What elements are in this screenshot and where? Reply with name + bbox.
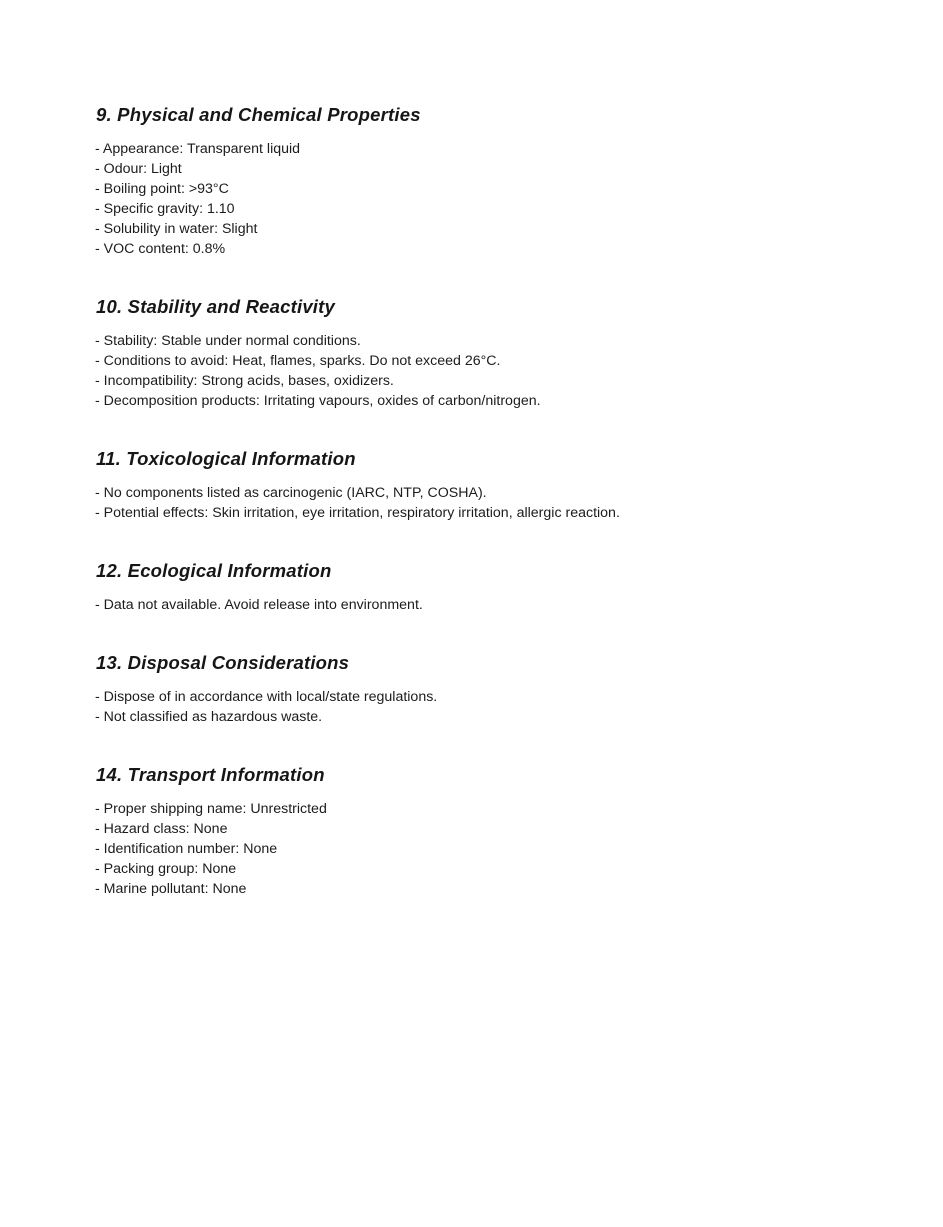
section-ecological-information <box>95 559 883 615</box>
section-stability-and-reactivity <box>95 295 883 411</box>
section-disposal-considerations <box>95 651 883 727</box>
property-line: - Incompatibility: Strong acids, bases, oxidizers. <box>95 373 394 389</box>
property-line: - Appearance: Transparent liquid <box>95 141 301 157</box>
section-heading: 10. Stability and Reactivity <box>96 296 335 317</box>
section-heading: 11. Toxicological Information <box>96 448 356 469</box>
property-line: - Conditions to avoid: Heat, flames, sparks. Do not exceed 26°C. <box>95 353 501 369</box>
property-line: - Boiling point: >93°C <box>95 181 229 197</box>
section-physical-and-chemical-properties <box>95 103 883 259</box>
property-line: - Identification number: None <box>95 841 278 857</box>
property-line: - Proper shipping name: Unrestricted <box>95 801 327 817</box>
property-line: - Not classified as hazardous waste. <box>95 709 323 725</box>
property-line: - No components listed as carcinogenic (IARC, NTP, COSHA). <box>95 485 487 501</box>
property-line: - Data not available. Avoid release into environment. <box>95 597 423 613</box>
property-line: - Hazard class: None <box>95 821 228 837</box>
property-line: - VOC content: 0.8% <box>95 241 226 257</box>
section-heading: 14. Transport Information <box>96 764 325 785</box>
property-line: - Solubility in water: Slight <box>95 221 258 237</box>
property-line: - Specific gravity: 1.10 <box>95 201 235 217</box>
property-line: - Dispose of in accordance with local/state regulations. <box>95 689 438 705</box>
section-heading: 13. Disposal Considerations <box>96 652 350 673</box>
property-line: - Packing group: None <box>95 861 237 877</box>
section-heading: 9. Physical and Chemical Properties <box>96 104 421 125</box>
section-toxicological-information <box>95 447 883 523</box>
property-line: - Odour: Light <box>95 161 182 177</box>
property-line: - Decomposition products: Irritating vapours, oxides of carbon/nitrogen. <box>95 393 541 409</box>
property-line: - Marine pollutant: None <box>95 881 247 897</box>
property-line: - Potential effects: Skin irritation, eye irritation, respiratory irritation, allergic reaction. <box>95 505 620 521</box>
section-heading: 12. Ecological Information <box>96 560 332 581</box>
section-transport-information <box>95 763 883 899</box>
property-line: - Stability: Stable under normal conditions. <box>95 333 361 349</box>
